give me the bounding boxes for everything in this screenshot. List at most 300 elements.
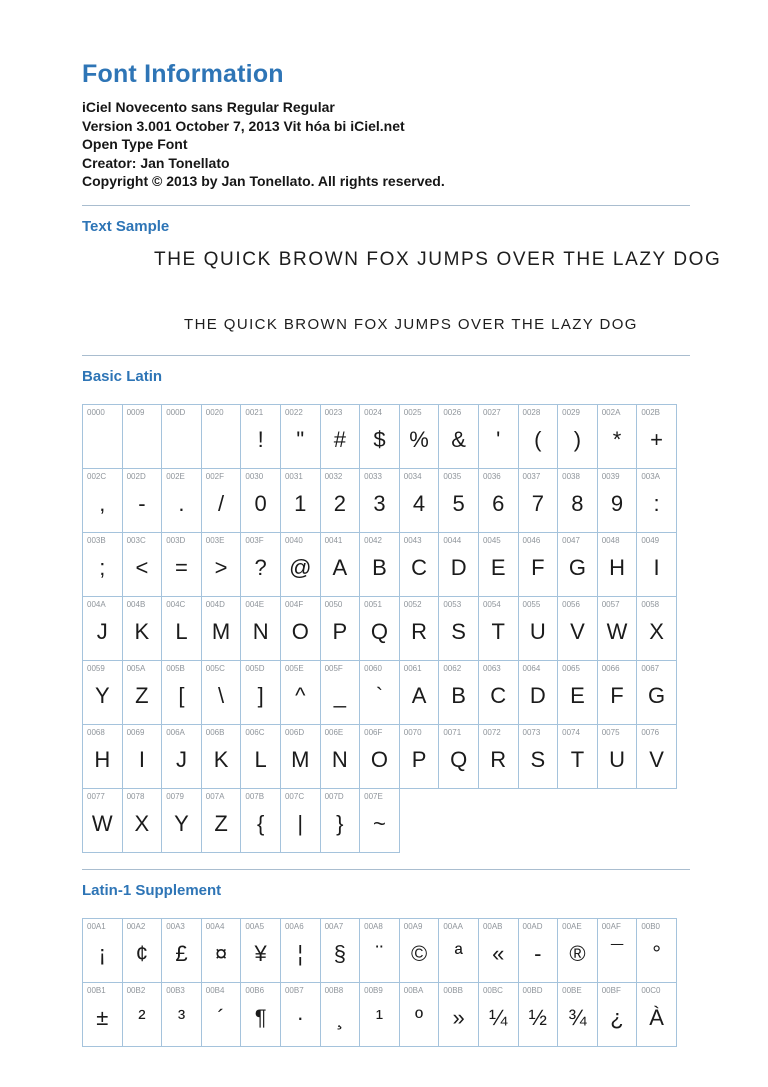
text-sample-large: THE QUICK BROWN FOX JUMPS OVER THE LAZY DOG: [154, 248, 722, 270]
codepoint-label: 00A5: [245, 921, 265, 931]
glyph-cell-0079: [161, 788, 202, 853]
glyph: !: [257, 426, 264, 452]
glyph-cell-0065: [557, 660, 598, 725]
codepoint-label: 00AB: [482, 921, 503, 931]
glyph-cell-00B9: [359, 982, 400, 1047]
glyph: A: [411, 682, 427, 708]
codepoint-label: 00B8: [324, 985, 344, 995]
glyph: M: [211, 618, 231, 644]
codepoint-label: 0035: [443, 471, 462, 481]
section-divider: [82, 869, 690, 870]
glyph: L: [254, 746, 267, 772]
glyph: }: [336, 810, 344, 836]
glyph: ^: [295, 682, 306, 708]
glyph: -: [138, 490, 146, 516]
glyph-cell-004B: [122, 596, 163, 661]
codepoint-label: 002D: [126, 471, 146, 481]
glyph: I: [653, 554, 660, 580]
codepoint-label: 00AA: [443, 921, 463, 931]
codepoint-label: 004D: [205, 599, 225, 609]
glyph-cell-005C: [201, 660, 242, 725]
glyph-cell-00C0: [636, 982, 677, 1047]
codepoint-label: 003E: [205, 535, 225, 545]
glyph-cell-003F: [240, 532, 281, 597]
glyph-cell-0062: [438, 660, 479, 725]
codepoint-label: 00A9: [403, 921, 423, 931]
codepoint-label: 0057: [601, 599, 620, 609]
codepoint-label: 002C: [87, 471, 107, 481]
glyph-cell-003E: [201, 532, 242, 597]
codepoint-label: 0067: [641, 663, 660, 673]
glyph: ~: [373, 810, 386, 836]
glyph-cell-0034: [399, 468, 440, 533]
glyph: °: [652, 940, 662, 966]
basic-latin-glyph-table: [82, 404, 690, 853]
glyph-cell-007E: [359, 788, 400, 853]
codepoint-label: 006C: [245, 727, 265, 737]
glyph: ¨: [375, 940, 384, 966]
glyph-cell-0029: [557, 404, 598, 469]
glyph-cell-00BD: [518, 982, 559, 1047]
glyph-row: [82, 788, 690, 853]
codepoint-label: 00BD: [522, 985, 543, 995]
glyph: T: [491, 618, 505, 644]
codepoint-label: 0021: [245, 407, 264, 417]
glyph: O: [370, 746, 389, 772]
glyph: 8: [571, 490, 584, 516]
glyph-cell-004E: [240, 596, 281, 661]
codepoint-label: 002B: [641, 407, 660, 417]
codepoint-label: 004B: [126, 599, 146, 609]
codepoint-label: 004A: [87, 599, 106, 609]
glyph: <: [135, 554, 149, 580]
glyph-row: [82, 468, 690, 533]
codepoint-label: 00B9: [364, 985, 383, 995]
codepoint-label: 0075: [601, 727, 620, 737]
glyph-cell-00A3: [161, 918, 202, 983]
glyph: 6: [492, 490, 505, 516]
glyph: ?: [254, 554, 267, 580]
glyph-cell-007B: [240, 788, 281, 853]
codepoint-label: 004C: [166, 599, 186, 609]
codepoint-label: 0000: [87, 407, 105, 417]
glyph: E: [490, 554, 506, 580]
glyph-cell-0041: [320, 532, 361, 597]
glyph: C: [490, 682, 507, 708]
glyph-cell-0069: [122, 724, 163, 789]
codepoint-label: 00AF: [601, 921, 621, 931]
glyph-cell-00BE: [557, 982, 598, 1047]
glyph-cell-0070: [399, 724, 440, 789]
section-divider: [82, 205, 690, 206]
glyph-cell-003C: [122, 532, 163, 597]
glyph: 4: [412, 490, 426, 516]
codepoint-label: 00AE: [562, 921, 582, 931]
glyph: ´: [217, 1004, 225, 1030]
glyph-cell-006D: [280, 724, 321, 789]
codepoint-label: 005B: [166, 663, 185, 673]
glyph-cell-0051: [359, 596, 400, 661]
glyph: ©: [410, 940, 428, 966]
glyph-cell-00B2: [122, 982, 163, 1047]
glyph-cell-005A: [122, 660, 163, 725]
font-name-line: iCiel Novecento sans Regular Regular: [82, 99, 335, 115]
glyph-cell-0047: [557, 532, 598, 597]
glyph: W: [606, 618, 628, 644]
codepoint-label: 0032: [324, 471, 343, 481]
glyph: Z: [135, 682, 149, 708]
glyph: F: [610, 682, 624, 708]
glyph: [83, 418, 122, 464]
glyph-cell-0061: [399, 660, 440, 725]
glyph-cell-00B6: [240, 982, 281, 1047]
codepoint-label: 0079: [166, 791, 184, 801]
glyph-cell-0020: [201, 404, 242, 469]
glyph: P: [332, 618, 348, 644]
glyph: [123, 418, 162, 464]
codepoint-label: 0030: [245, 471, 264, 481]
glyph: ª: [454, 940, 463, 966]
latin1-supplement-glyph-table: [82, 918, 690, 1047]
glyph-cell-005F: [320, 660, 361, 725]
glyph: S: [451, 618, 466, 644]
section-heading-basic-latin: Basic Latin: [82, 367, 163, 385]
codepoint-label: 0033: [364, 471, 382, 481]
codepoint-label: 0027: [482, 407, 501, 417]
codepoint-label: 0054: [482, 599, 501, 609]
codepoint-label: 00A4: [205, 921, 225, 931]
glyph: £: [175, 940, 188, 966]
codepoint-label: 0072: [482, 727, 501, 737]
codepoint-label: 0068: [87, 727, 105, 737]
glyph-cell-0039: [597, 468, 638, 533]
glyph: º: [415, 1004, 424, 1030]
codepoint-label: 00B7: [284, 985, 304, 995]
codepoint-label: 0071: [443, 727, 462, 737]
codepoint-label: 00BC: [482, 985, 503, 995]
glyph-cell-002A: [597, 404, 638, 469]
codepoint-label: 0038: [562, 471, 580, 481]
codepoint-label: 004E: [245, 599, 265, 609]
codepoint-label: 0051: [364, 599, 382, 609]
codepoint-label: 0062: [443, 663, 462, 673]
codepoint-label: 0078: [126, 791, 145, 801]
glyph-cell-003D: [161, 532, 202, 597]
glyph: N: [331, 746, 348, 772]
codepoint-label: 004F: [284, 599, 304, 609]
glyph: ·: [296, 1004, 304, 1030]
glyph: @: [289, 554, 312, 580]
glyph-cell-0078: [122, 788, 163, 853]
glyph: ®: [569, 940, 586, 966]
glyph-cell-007C: [280, 788, 321, 853]
codepoint-label: 00B6: [245, 985, 265, 995]
glyph-cell-0050: [320, 596, 361, 661]
glyph-cell-0075: [597, 724, 638, 789]
glyph-cell-00AA: [438, 918, 479, 983]
glyph: À: [649, 1004, 664, 1030]
glyph-cell-00B7: [280, 982, 321, 1047]
codepoint-label: 0056: [562, 599, 580, 609]
glyph: «: [492, 940, 505, 966]
glyph-row: [82, 982, 690, 1047]
glyph: H: [94, 746, 111, 772]
glyph: ,: [99, 490, 106, 516]
glyph-cell-002B: [636, 404, 677, 469]
glyph-cell-000D: [161, 404, 202, 469]
codepoint-label: 003C: [126, 535, 146, 545]
codepoint-label: 0052: [403, 599, 422, 609]
glyph-cell-002D: [122, 468, 163, 533]
glyph-cell-002C: [82, 468, 123, 533]
glyph: T: [570, 746, 585, 772]
codepoint-label: 0046: [522, 535, 541, 545]
glyph-row: [82, 404, 690, 469]
glyph: R: [490, 746, 507, 772]
codepoint-label: 00A3: [166, 921, 185, 931]
codepoint-label: 00BA: [403, 985, 424, 995]
glyph-cell-0064: [518, 660, 559, 725]
font-metadata-block: [82, 98, 690, 191]
glyph: H: [609, 554, 625, 580]
codepoint-label: 005A: [126, 663, 146, 673]
glyph-cell-004D: [201, 596, 242, 661]
codepoint-label: 0042: [364, 535, 382, 545]
glyph: ¾: [568, 1004, 587, 1030]
section-heading-latin1-supplement: Latin-1 Supplement: [82, 881, 222, 899]
glyph-cell-00BF: [597, 982, 638, 1047]
glyph: -: [534, 940, 542, 966]
section-divider: [82, 355, 690, 356]
glyph-cell-0036: [478, 468, 519, 533]
codepoint-label: 0031: [284, 471, 303, 481]
glyph: N: [252, 618, 269, 644]
codepoint-label: 006F: [364, 727, 383, 737]
glyph-cell-0053: [438, 596, 479, 661]
glyph-cell-0044: [438, 532, 479, 597]
codepoint-label: 00BE: [562, 985, 582, 995]
codepoint-label: 0053: [443, 599, 462, 609]
glyph: \: [218, 682, 225, 708]
glyph: (: [534, 426, 542, 452]
glyph: ±: [96, 1004, 109, 1030]
glyph-row: [82, 532, 690, 597]
glyph-cell-00A2: [122, 918, 163, 983]
glyph-cell-0024: [359, 404, 400, 469]
glyph-cell-003A: [636, 468, 677, 533]
glyph-cell-005B: [161, 660, 202, 725]
glyph-cell-00AF: [597, 918, 638, 983]
glyph-cell-0038: [557, 468, 598, 533]
glyph-cell-0009: [122, 404, 163, 469]
glyph: `: [375, 682, 384, 708]
glyph-cell-00AD: [518, 918, 559, 983]
codepoint-label: 00A7: [324, 921, 344, 931]
glyph-cell-006C: [240, 724, 281, 789]
codepoint-label: 007E: [364, 791, 383, 801]
codepoint-label: 0049: [641, 535, 660, 545]
glyph-cell-0052: [399, 596, 440, 661]
codepoint-label: 000D: [166, 407, 186, 417]
codepoint-label: 005E: [284, 663, 304, 673]
glyph: K: [134, 618, 150, 644]
glyph: %: [409, 426, 429, 452]
glyph-cell-00AE: [557, 918, 598, 983]
codepoint-label: 006E: [324, 727, 344, 737]
codepoint-label: 0020: [205, 407, 224, 417]
codepoint-label: 0043: [403, 535, 422, 545]
glyph-cell-0040: [280, 532, 321, 597]
glyph: 5: [452, 490, 465, 516]
glyph-cell-00A5: [240, 918, 281, 983]
glyph: ¶: [254, 1004, 267, 1030]
glyph-cell-00B4: [201, 982, 242, 1047]
glyph-cell-0049: [636, 532, 677, 597]
glyph-cell-006F: [359, 724, 400, 789]
glyph-cell-006B: [201, 724, 242, 789]
glyph: 3: [373, 490, 386, 516]
glyph-row: [82, 918, 690, 983]
glyph-cell-00B0: [636, 918, 677, 983]
glyph-cell-0037: [518, 468, 559, 533]
glyph: $: [373, 426, 386, 452]
codepoint-label: 005C: [205, 663, 225, 673]
glyph-cell-007A: [201, 788, 242, 853]
glyph-cell-00AB: [478, 918, 519, 983]
glyph: [: [178, 682, 185, 708]
glyph-cell-0054: [478, 596, 519, 661]
font-version-line: Version 3.001 October 7, 2013 Vit hóa bi iCiel.net: [82, 117, 405, 134]
glyph: #: [333, 426, 346, 452]
glyph-cell-0027: [478, 404, 519, 469]
glyph: ¡: [98, 940, 106, 966]
glyph-cell-0023: [320, 404, 361, 469]
glyph: §: [333, 940, 346, 966]
glyph-cell-0045: [478, 532, 519, 597]
codepoint-label: 0077: [87, 791, 105, 801]
codepoint-label: 002F: [205, 471, 225, 481]
glyph-cell-00A6: [280, 918, 321, 983]
codepoint-label: 007A: [205, 791, 225, 801]
codepoint-label: 0023: [324, 407, 343, 417]
codepoint-label: 00B2: [126, 985, 146, 995]
glyph: D: [529, 682, 546, 708]
glyph: 0: [254, 490, 267, 516]
glyph-cell-0059: [82, 660, 123, 725]
glyph: ¸: [336, 1004, 344, 1030]
glyph: ;: [99, 554, 106, 580]
glyph: 9: [610, 490, 624, 516]
glyph-cell-00B1: [82, 982, 123, 1047]
codepoint-label: 0040: [284, 535, 303, 545]
codepoint-label: 0061: [403, 663, 422, 673]
glyph: J: [96, 618, 108, 644]
glyph: 7: [531, 490, 544, 516]
glyph-cell-00A8: [359, 918, 400, 983]
codepoint-label: 0055: [522, 599, 541, 609]
codepoint-label: 006A: [166, 727, 185, 737]
codepoint-label: 00BB: [443, 985, 463, 995]
codepoint-label: 005D: [245, 663, 265, 673]
codepoint-label: 00A8: [364, 921, 383, 931]
codepoint-label: 002E: [166, 471, 185, 481]
glyph: {: [256, 810, 265, 836]
glyph: G: [568, 554, 586, 580]
codepoint-label: 0069: [126, 727, 145, 737]
glyph: S: [530, 746, 546, 772]
glyph-cell-0057: [597, 596, 638, 661]
glyph-cell-0025: [399, 404, 440, 469]
glyph: A: [332, 554, 348, 580]
glyph-cell-0066: [597, 660, 638, 725]
codepoint-label: 006D: [284, 727, 305, 737]
codepoint-label: 0063: [482, 663, 501, 673]
glyph: :: [653, 490, 660, 516]
glyph: 2: [333, 490, 346, 516]
glyph: M: [291, 746, 310, 772]
codepoint-label: 0074: [562, 727, 580, 737]
glyph: D: [450, 554, 467, 580]
glyph-cell-0077: [82, 788, 123, 853]
glyph: R: [411, 618, 427, 644]
codepoint-label: 003B: [87, 535, 106, 545]
glyph-cell-00A4: [201, 918, 242, 983]
codepoint-label: 0048: [601, 535, 620, 545]
glyph: Y: [94, 682, 110, 708]
glyph: ¤: [214, 940, 228, 966]
glyph: ¦: [297, 940, 304, 966]
codepoint-label: 00C0: [641, 985, 661, 995]
codepoint-label: 0050: [324, 599, 343, 609]
codepoint-label: 00BF: [601, 985, 621, 995]
glyph-cell-0035: [438, 468, 479, 533]
glyph-cell-0000: [82, 404, 123, 469]
glyph: J: [175, 746, 187, 772]
glyph: .: [178, 490, 185, 516]
glyph-cell-0028: [518, 404, 559, 469]
codepoint-label: 0064: [522, 663, 541, 673]
glyph: ¼: [489, 1004, 508, 1030]
glyph: ¯: [610, 940, 624, 966]
glyph-cell-0071: [438, 724, 479, 789]
codepoint-label: 007B: [245, 791, 265, 801]
glyph-cell-0043: [399, 532, 440, 597]
codepoint-label: 0029: [562, 407, 580, 417]
glyph: F: [531, 554, 545, 580]
section-heading-text-sample: Text Sample: [82, 217, 170, 235]
glyph: ': [496, 426, 501, 452]
glyph: Q: [450, 746, 468, 772]
codepoint-label: 007C: [284, 791, 305, 801]
glyph-cell-004C: [161, 596, 202, 661]
glyph-cell-0046: [518, 532, 559, 597]
font-creator-line: Creator: Jan Tonellato: [82, 154, 230, 171]
glyph-cell-007D: [320, 788, 361, 853]
glyph: _: [333, 682, 346, 708]
glyph-cell-0072: [478, 724, 519, 789]
glyph-row: [82, 596, 690, 661]
glyph: [202, 418, 241, 464]
glyph: 1: [294, 490, 307, 516]
glyph-cell-004A: [82, 596, 123, 661]
glyph: Y: [174, 810, 189, 836]
glyph: [162, 418, 201, 464]
glyph-cell-005D: [240, 660, 281, 725]
glyph-cell-0063: [478, 660, 519, 725]
glyph: *: [612, 426, 622, 452]
codepoint-label: 00A2: [126, 921, 146, 931]
glyph-cell-0030: [240, 468, 281, 533]
